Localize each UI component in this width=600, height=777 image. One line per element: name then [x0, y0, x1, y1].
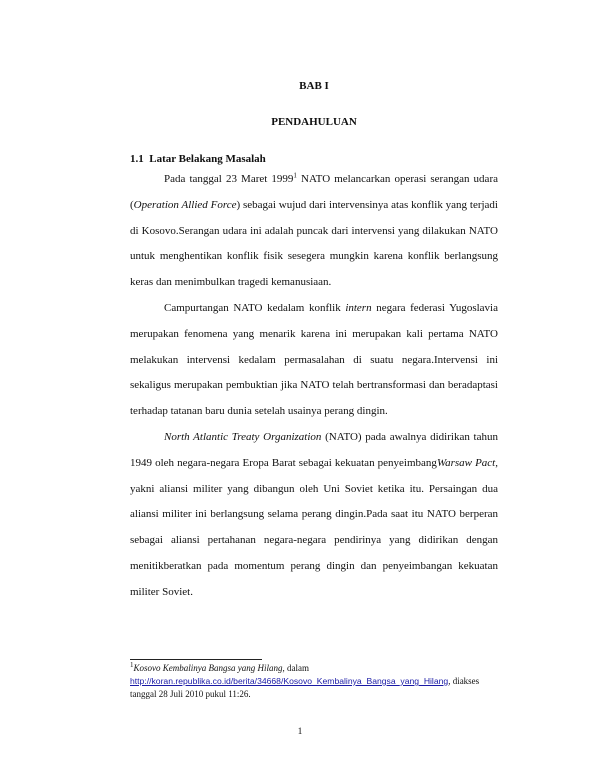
- chapter-number: BAB I: [299, 80, 329, 92]
- footnote: $^1$Kosovo Kembalinya Bangsa yang Hilang, dalam http://koran.republika.co.id/berita/34668/Kosovo_Kembalinya_Bangsa_yang_Hilang, diakses tanggal 28 Juli 2010 pukul 11:26.: [130, 661, 480, 699]
- page-number: 1: [297, 727, 303, 737]
- footnote-divider: [130, 659, 262, 660]
- body-text: [130, 167, 498, 606]
- chapter-title: PENDAHULUAN: [271, 116, 357, 128]
- paragraph-2: Campurtangan NATO kedalam konflik intern negara federasi Yugoslavia merupakan fenomena yang menarik karena ini merupakan kali pertama NATO melakukan intervensi kedalam permasalahan di suatu negara.Intervensi ini sekaligus merupakan pembuktian jika NATO telah bertransformasi dan beradaptasi terhadap tatanan baru dunia setelah usainya perang dingin.: [130, 301, 498, 418]
- section-heading: [130, 153, 266, 165]
- footnote-link[interactable]: http://koran.republika.co.id/berita/34668/Kosovo_Kembalinya_Bangsa_yang_Hilang: [130, 676, 449, 686]
- paragraph-1: Pada tanggal 23 Maret 1999$^1$ NATO melancarkan operasi serangan udara (Operation Allied Force) sebagai wujud dari intervensinya atas konflik yang terjadi di Kosovo.Serangan udara ini adalah puncak dari intervensi yang dilakukan NATO untuk menghentikan konflik fisik sesegera mungkin karena konflik berlangsung keras dan menimbulkan tragedi kemanusiaan.: [130, 171, 498, 289]
- paragraph-3: North Atlantic Treaty Organization (NATO) pada awalnya didirikan tahun 1949 oleh negara-negara Eropa Barat sebagai kekuatan penyeimbangWarsaw Pact, yakni aliansi militer yang dibangun oleh Uni Soviet ketika itu. Persaingan dua aliansi militer ini berlangsung selama perang dingin.Pada saat itu NATO berperan sebagai aliansi pertahanan negara-negara pendirinya yang didirikan dengan menitikberatkan pada momentum perang dingin dan penyeimbangan kekuatan militer Soviet.: [130, 430, 498, 598]
- footnote-ref[interactable]: 1: [293, 171, 297, 180]
- section-number: 1.1: [130, 153, 144, 165]
- footnote-number: 1: [130, 661, 134, 669]
- section-title: Latar Belakang Masalah: [149, 153, 266, 165]
- footnote-title: Kosovo Kembalinya Bangsa yang Hilang: [133, 663, 283, 673]
